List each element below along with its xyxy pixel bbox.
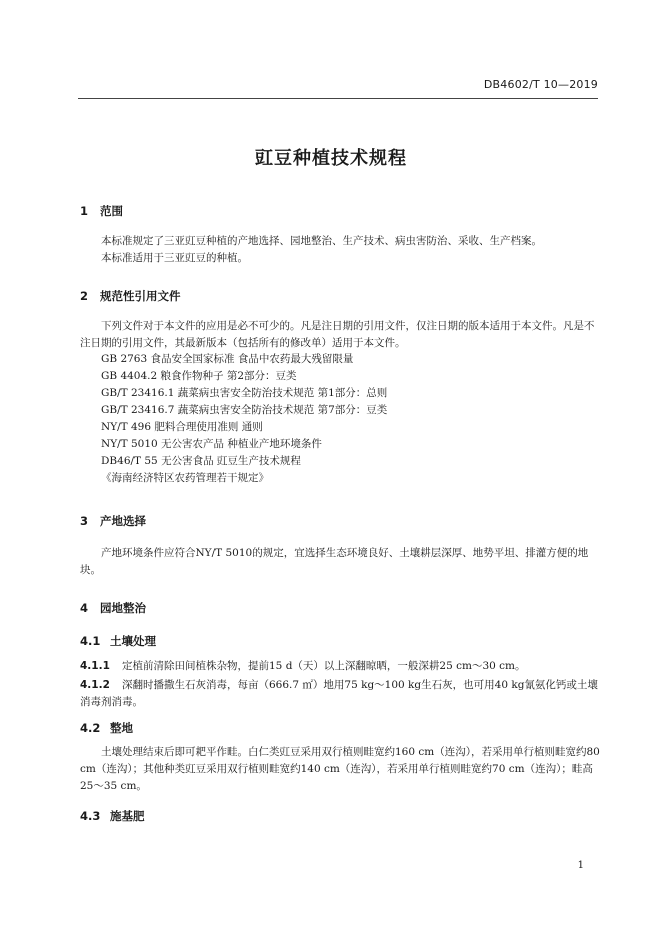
reference-item: GB/T 23416.7 蔬菜病虫害安全防治技术规范 第7部分：豆类 [101,404,388,416]
scope-paragraph-1: 本标准规定了三亚豇豆种植的产地选择、园地整治、生产技术、病虫害防治、采收、生产档案。 [101,235,542,247]
section-number: 3 [80,514,89,528]
section-number: 4 [80,601,89,615]
clause-4-1-1 [80,658,600,675]
reference-item: 《海南经济特区农药管理若干规定》 [101,472,269,484]
subsection-title: 施基肥 [110,809,145,823]
section-number: 1 [80,204,89,218]
reference-item: DB46/T 55 无公害食品 豇豆生产技术规程 [101,455,301,467]
clause-text: 定植前清除田间植株杂物，提前15 d（天）以上深翻晾晒，一般深耕25 cm～30 cm。 [122,660,526,672]
page-number: 1 [577,860,584,871]
clause-number: 4.1.1 [80,660,110,672]
references-intro: 下列文件对于本文件的应用是必不可少的。凡是注日期的引用文件，仅注日期的版本适用于本文件。凡是不注日期的引用文件，其最新版本（包括所有的修改单）适用于本文件。 [80,320,595,349]
section-title: 范围 [100,204,123,218]
section-title: 产地选择 [100,514,146,528]
subsection-4-3-heading [80,808,145,824]
subsection-title: 土壤处理 [110,634,156,648]
section-number: 2 [80,289,89,303]
reference-item: GB 2763 食品安全国家标准 食品中农药最大残留限量 [101,353,354,365]
clause-text: 深翻时播撒生石灰消毒，每亩（666.7 ㎡）地用75 kg～100 kg生石灰，也可用40 kg氰氨化钙或土壤消毒剂消毒。 [80,679,598,708]
section-2-heading [80,288,181,304]
header-rule [78,98,598,99]
subsection-number: 4.3 [80,809,101,823]
reference-item: GB 4404.2 粮食作物种子 第2部分：豆类 [101,370,297,382]
document-title: 豇豆种植技术规程 [255,148,407,169]
standard-code: DB4602/T 10—2019 [483,78,598,91]
reference-item: NY/T 5010 无公害农产品 种植业产地环境条件 [101,438,322,450]
section-title: 园地整治 [100,601,146,615]
clause-4-1-2 [80,677,600,711]
reference-item: GB/T 23416.1 蔬菜病虫害安全防治技术规范 第1部分：总则 [101,387,388,399]
site-selection-paragraph: 产地环境条件应符合NY/T 5010的规定，宜选择生态环境良好、土壤耕层深厚、地势平坦、排灌方便的地块。 [80,547,589,576]
scope-paragraph-2: 本标准适用于三亚豇豆的种植。 [101,252,248,264]
clause-number: 4.1.2 [80,679,110,691]
subsection-4-1-heading [80,633,156,649]
reference-item: NY/T 496 肥料合理使用准则 通则 [101,421,263,433]
section-4-heading [80,600,146,616]
subsection-title: 整地 [110,721,133,735]
section-1-heading [80,203,123,219]
subsection-number: 4.1 [80,634,101,648]
section-title: 规范性引用文件 [100,289,181,303]
subsection-number: 4.2 [80,721,101,735]
section-3-heading [80,513,146,529]
land-prep-paragraph: 土壤处理结束后即可耙平作畦。白仁类豇豆采用双行植则畦宽约160 cm（连沟），若采用单行植则畦宽约80 cm（连沟）；其他种类豇豆采用双行植则畦宽约140 cm（连沟），若采用单行植则畦宽约70 cm（连沟）；畦高25～35 cm。 [80,746,600,792]
subsection-4-2-heading [80,720,133,736]
reference-list [101,351,387,487]
